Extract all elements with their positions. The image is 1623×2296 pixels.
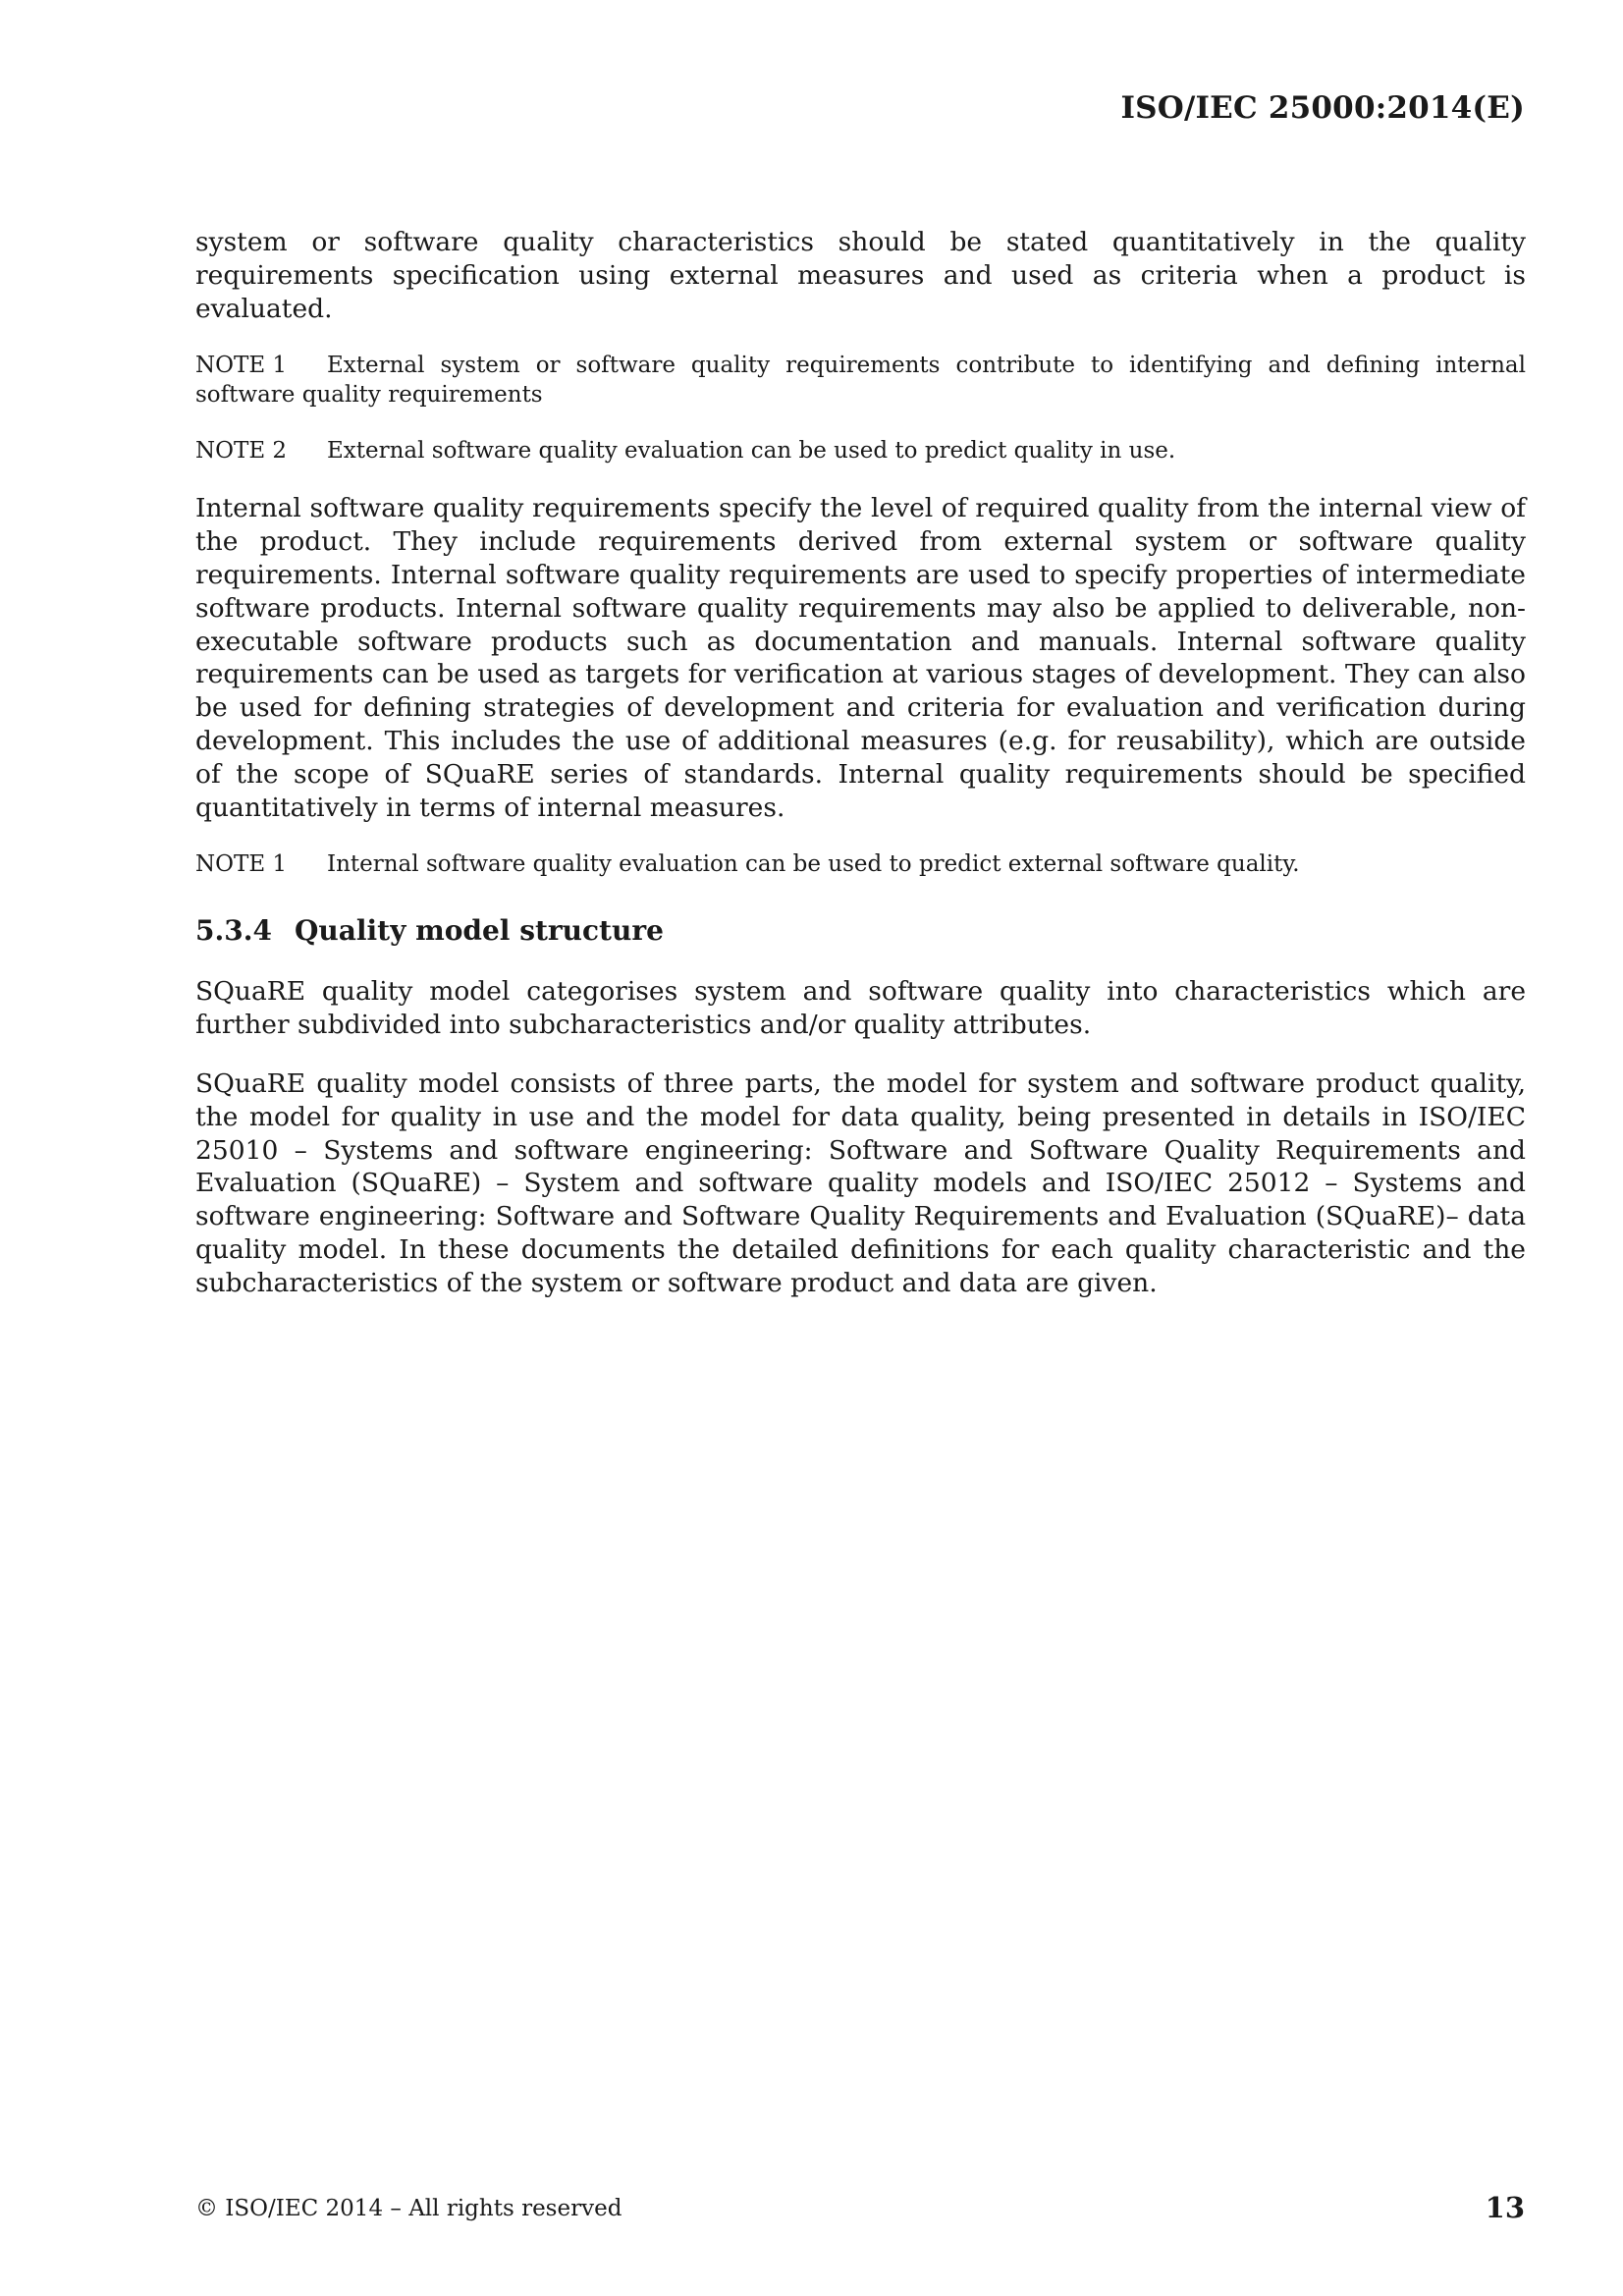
note-external-requirements [195,351,1526,410]
note-internal-evaluation [195,849,1526,879]
note-external-evaluation [195,436,1526,465]
note-label: NOTE 1 [195,353,288,379]
note-label: NOTE 1 [195,851,288,878]
copyright-notice: © ISO/IEC 2014 – All rights reserved [195,2196,622,2221]
paragraph-internal-requirements: Internal software quality requirements specify the level of required quality from the internal view of the product. They include requirements derived from external system or software quality requirements. Internal software quality requirements are used to specify properties of intermediate software products. Internal software quality requirements may also be applied to deliverable, non-executable software products such as documentation and manuals. Internal software quality requirements can be used as targets for verification at various stages of development. They can also be used for defining strategies of development and criteria for evaluation and verification during development. This includes the use of additional measures (e.g. for reusability), which are outside of the scope of SQuaRE series of standards. Internal quality requirements should be specified quantitatively in terms of internal measures. [195,493,1526,823]
paragraph-quality-model-categories: SQuaRE quality model categorises system and software quality into characteristics which are further subdivided into subcharacteristics and/or quality attributes. [195,976,1526,1041]
note-text: External system or software quality requirements contribute to identifying and defining internal software quality requirements [195,353,1526,409]
note-label: NOTE 2 [195,438,288,465]
section-number: 5.3.4 [195,914,272,948]
note-text: External software quality evaluation can be used to predict quality in use. [327,438,1176,465]
page-content [195,226,1526,1326]
document-id: ISO/IEC 25000:2014(E) [1120,90,1525,126]
section-heading [195,914,1526,948]
page-number: 13 [1485,2191,1525,2224]
note-text: Internal software quality evaluation can be used to predict external software quality. [327,851,1300,878]
section-title: Quality model structure [295,914,664,948]
paragraph-quality-characteristics: system or software quality characteristics should be stated quantitatively in the quality requirements specification using external measures and used as criteria when a product is evaluated. [195,227,1526,324]
paragraph-quality-model-parts: SQuaRE quality model consists of three parts, the model for system and software product quality, the model for quality in use and the model for data quality, being presented in details in ISO/IEC 25010 – Systems and software engineering: Software and Software Quality Requirements and Evaluation (SQuaRE) – System and software quality models and ISO/IEC 25012 – Systems and software engineering: Software and Software Quality Requirements and Evaluation (SQuaRE)– data quality model. In these documents the detailed definitions for each quality characteristic and the subcharacteristics of the system or software product and data are given. [195,1067,1526,1298]
